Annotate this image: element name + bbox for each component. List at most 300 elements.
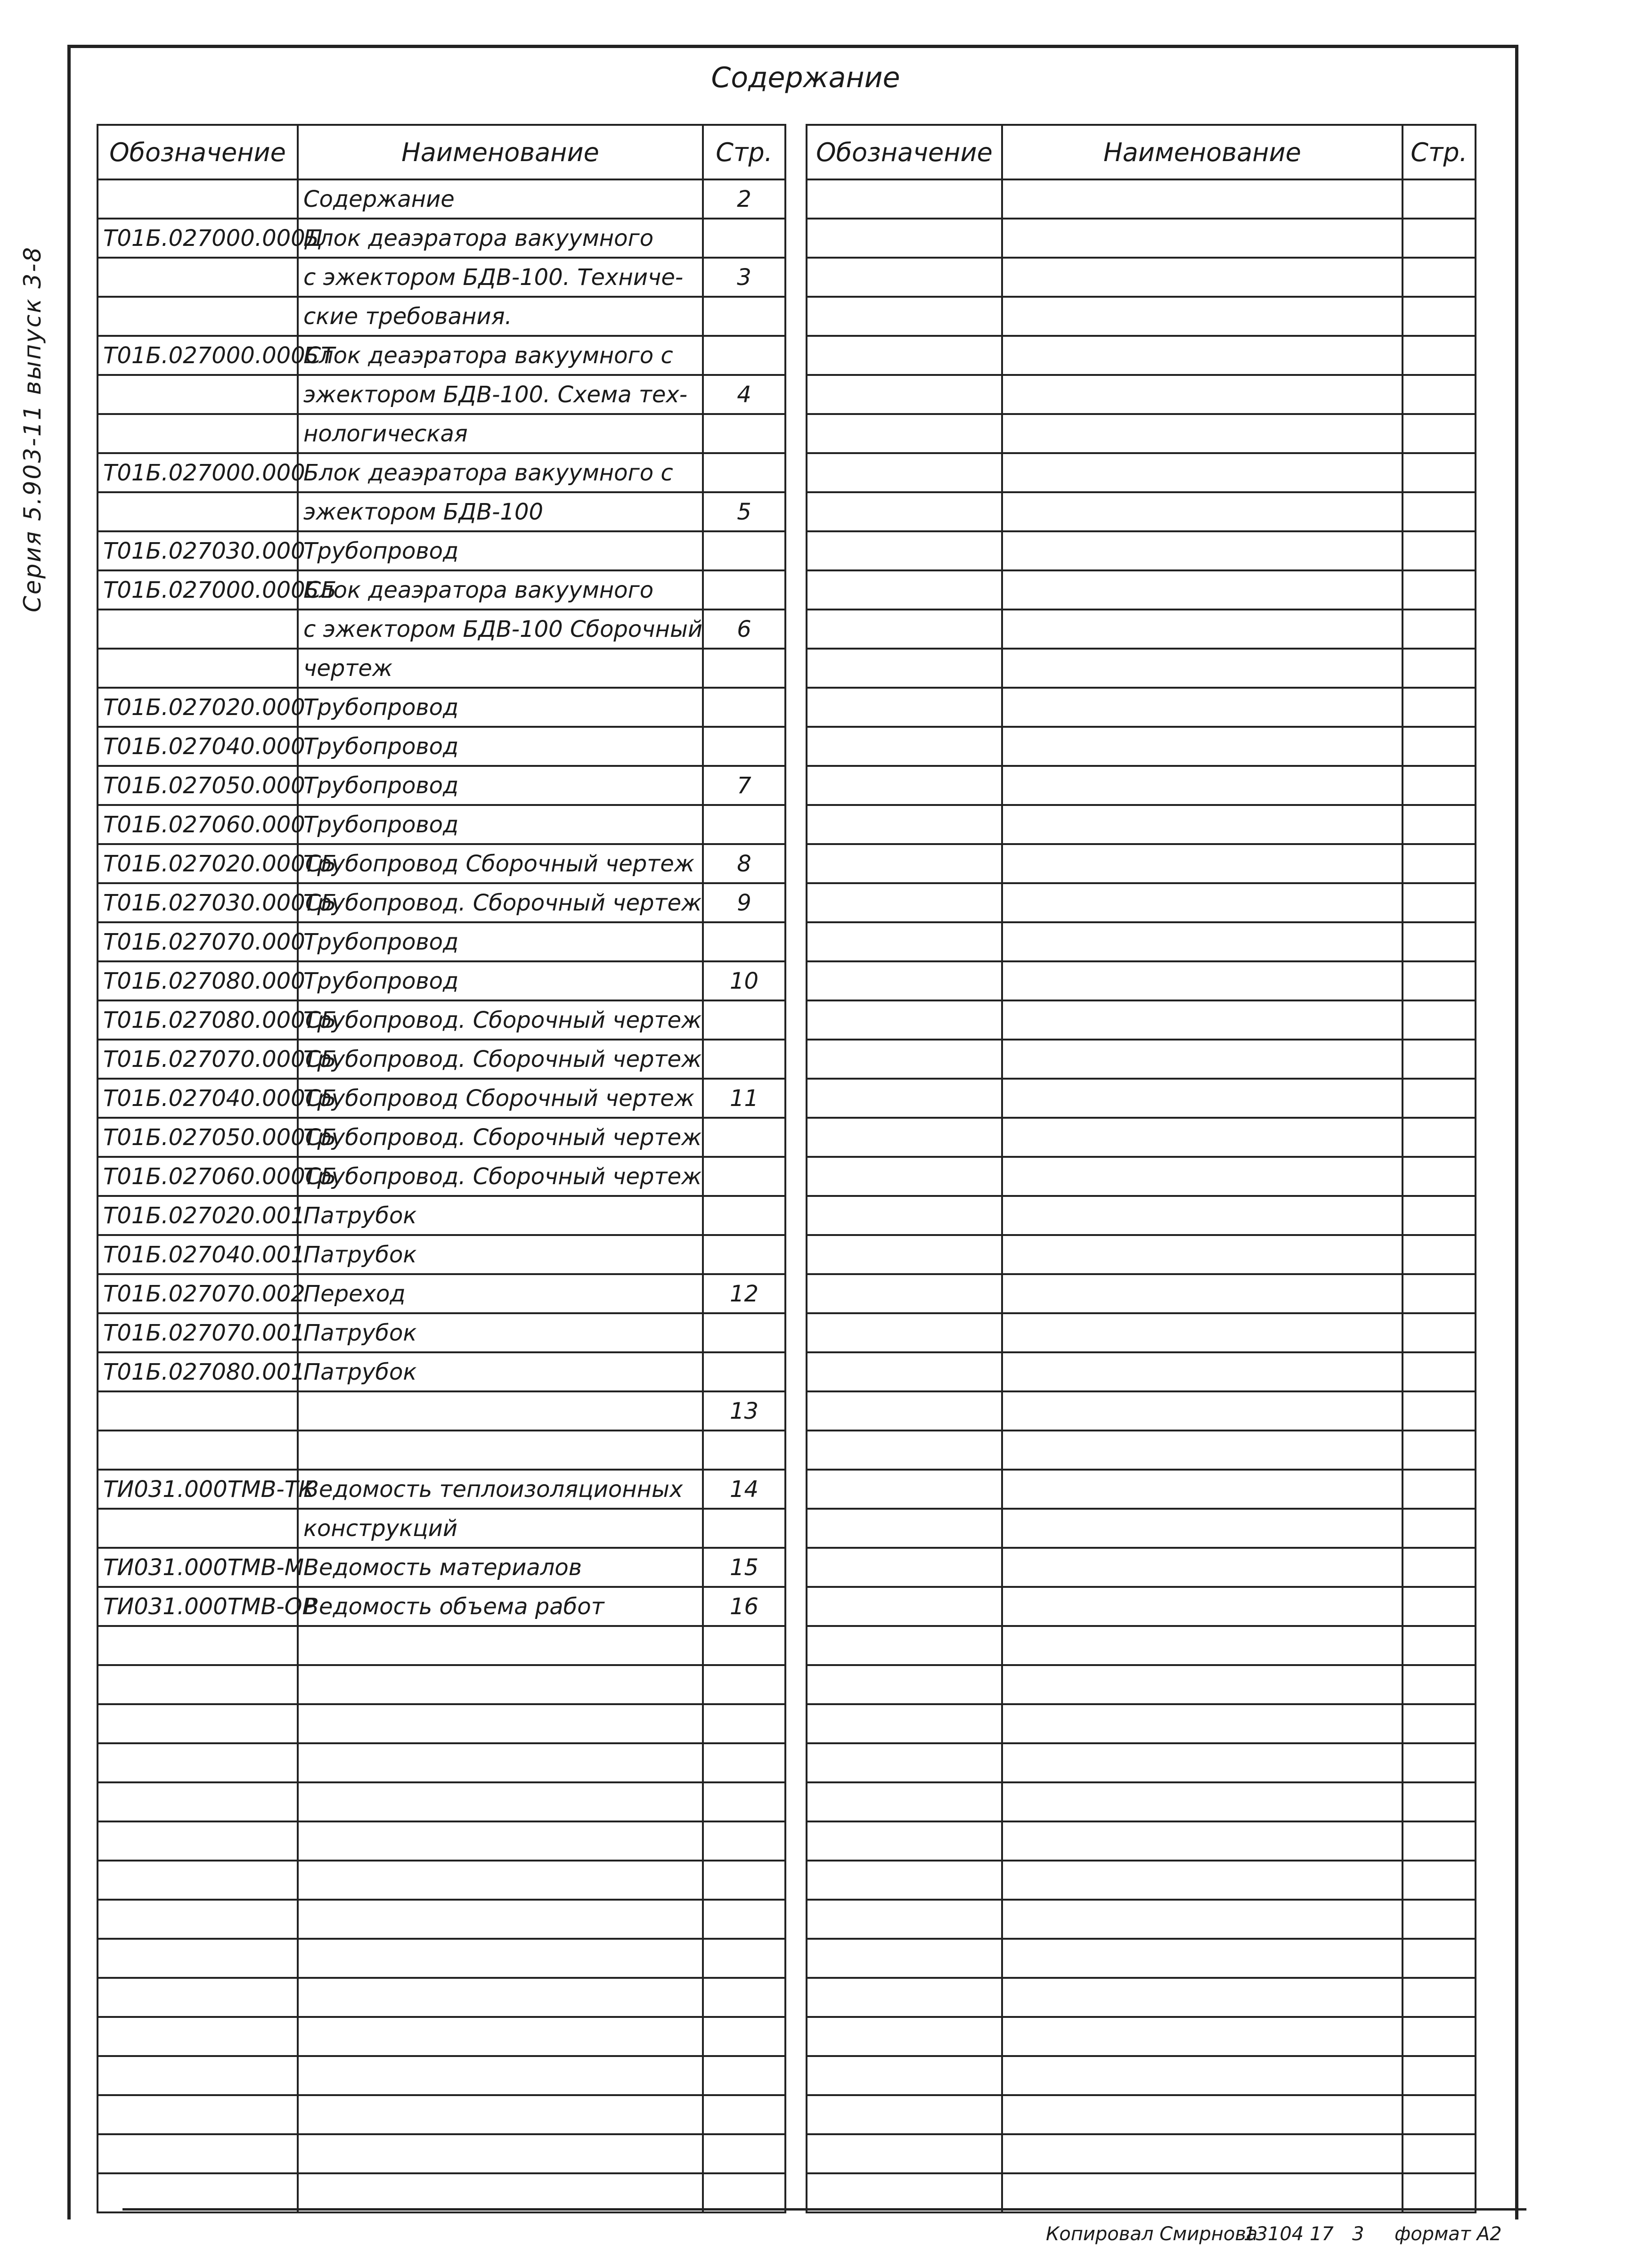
table-row — [807, 844, 1476, 883]
name-cell — [1002, 453, 1403, 492]
page-cell — [1403, 1548, 1476, 1587]
table-row — [807, 2056, 1476, 2095]
designation-cell — [807, 1157, 1002, 1196]
name-cell — [298, 1782, 703, 1821]
table-row — [807, 883, 1476, 922]
name-cell: Трубопровод. Сборочный чертеж — [298, 1040, 703, 1079]
table-row — [98, 1431, 785, 1470]
designation-cell — [807, 1939, 1002, 1978]
designation-cell: Т01Б.027080.001 — [98, 1352, 298, 1391]
page-cell — [1403, 1626, 1476, 1665]
designation-cell — [98, 258, 298, 297]
name-cell: Трубопровод — [298, 727, 703, 766]
name-cell — [1002, 414, 1403, 453]
page-cell — [703, 1939, 785, 1978]
page-cell — [1403, 1196, 1476, 1235]
table-row — [807, 179, 1476, 219]
name-cell — [1002, 2056, 1403, 2095]
designation-cell — [98, 610, 298, 649]
contents-table-left — [97, 124, 786, 2213]
designation-cell — [807, 1040, 1002, 1079]
page-cell — [703, 1743, 785, 1782]
page-cell — [703, 1040, 785, 1079]
page-cell — [1403, 1157, 1476, 1196]
name-cell — [298, 1704, 703, 1743]
table-row — [98, 1313, 785, 1352]
name-cell — [1002, 375, 1403, 414]
page-cell: 8 — [703, 844, 785, 883]
name-cell — [298, 1978, 703, 2017]
designation-cell: Т01Б.027070.001 — [98, 1313, 298, 1352]
table-row — [807, 1470, 1476, 1509]
designation-cell — [807, 1000, 1002, 1040]
table-row — [98, 1352, 785, 1391]
name-cell — [298, 2095, 703, 2134]
designation-cell — [807, 179, 1002, 219]
table-row — [807, 727, 1476, 766]
table-row — [98, 805, 785, 844]
table-row — [98, 1861, 785, 1900]
page-cell: 2 — [703, 179, 785, 219]
name-cell: Патрубок — [298, 1235, 703, 1274]
designation-cell — [98, 2173, 298, 2212]
name-cell: Трубопровод — [298, 922, 703, 961]
page-cell: 7 — [703, 766, 785, 805]
name-cell — [1002, 649, 1403, 688]
table-row — [807, 1509, 1476, 1548]
designation-cell: ТИ031.000ТМВ-ОР — [98, 1587, 298, 1626]
page-cell — [1403, 179, 1476, 219]
table-row — [98, 1548, 785, 1587]
name-cell — [1002, 805, 1403, 844]
designation-cell: Т01Б.027020.000СБ — [98, 844, 298, 883]
header-designation: Обозначение — [98, 125, 298, 179]
designation-cell — [807, 2134, 1002, 2173]
page-cell — [1403, 727, 1476, 766]
name-cell — [1002, 1821, 1403, 1861]
name-cell — [298, 1743, 703, 1782]
name-cell — [1002, 570, 1403, 610]
designation-cell — [807, 336, 1002, 375]
page-cell: 12 — [703, 1274, 785, 1313]
designation-cell — [98, 2017, 298, 2056]
page-cell: 15 — [703, 1548, 785, 1587]
name-cell — [1002, 688, 1403, 727]
series-label: Серия 5.903-11 выпуск 3-8 — [19, 245, 46, 612]
designation-cell: Т01Б.027030.000СБ — [98, 883, 298, 922]
page-cell — [703, 1118, 785, 1157]
name-cell — [1002, 922, 1403, 961]
table-row — [98, 219, 785, 258]
page-cell — [703, 219, 785, 258]
page-cell — [1403, 414, 1476, 453]
name-cell — [1002, 1978, 1403, 2017]
name-cell: Блок деаэратора вакуумного — [298, 219, 703, 258]
table-row — [807, 1939, 1476, 1978]
page-cell — [1403, 1665, 1476, 1704]
designation-cell — [98, 2134, 298, 2173]
name-cell — [1002, 1118, 1403, 1157]
page-cell — [1403, 297, 1476, 336]
table-row — [98, 1274, 785, 1313]
name-cell: чертеж — [298, 649, 703, 688]
table-row — [98, 844, 785, 883]
table-row — [807, 1548, 1476, 1587]
name-cell: Трубопровод — [298, 961, 703, 1000]
page-cell — [1403, 2173, 1476, 2212]
designation-cell — [98, 414, 298, 453]
name-cell: Ведомость теплоизоляционных — [298, 1470, 703, 1509]
designation-cell — [807, 1274, 1002, 1313]
designation-cell — [807, 805, 1002, 844]
table-row — [807, 2095, 1476, 2134]
table-row — [807, 805, 1476, 844]
name-cell — [1002, 766, 1403, 805]
page-cell: 6 — [703, 610, 785, 649]
page-cell — [1403, 922, 1476, 961]
name-cell — [1002, 1157, 1403, 1196]
table-row — [98, 531, 785, 570]
name-cell: с эжектором БДВ-100. Техниче- — [298, 258, 703, 297]
designation-cell — [98, 1782, 298, 1821]
page-cell — [1403, 766, 1476, 805]
name-cell — [298, 1431, 703, 1470]
table-row — [807, 1821, 1476, 1861]
designation-cell — [98, 375, 298, 414]
page-cell — [1403, 1274, 1476, 1313]
page-cell — [703, 1821, 785, 1861]
name-cell — [1002, 1626, 1403, 1665]
name-cell — [1002, 1509, 1403, 1548]
page-cell — [703, 1313, 785, 1352]
name-cell — [1002, 1079, 1403, 1118]
page-cell — [1403, 1079, 1476, 1118]
name-cell: эжектором БДВ-100. Схема тех- — [298, 375, 703, 414]
page-cell — [703, 688, 785, 727]
table-row — [807, 1743, 1476, 1782]
page-cell — [703, 1626, 785, 1665]
designation-cell — [98, 1391, 298, 1431]
header-row — [98, 125, 785, 179]
page-cell — [1403, 1978, 1476, 2017]
designation-cell — [807, 1861, 1002, 1900]
table-row — [98, 1235, 785, 1274]
name-cell: Содержание — [298, 179, 703, 219]
footer-order: 13104 17 — [1244, 2223, 1334, 2245]
page-cell: 14 — [703, 1470, 785, 1509]
table-row — [98, 961, 785, 1000]
name-cell — [1002, 2017, 1403, 2056]
designation-cell: ТИ031.000ТМВ-ТК — [98, 1470, 298, 1509]
page-cell — [703, 1900, 785, 1939]
table-row — [98, 922, 785, 961]
page-cell — [1403, 1782, 1476, 1821]
name-cell: Трубопровод — [298, 805, 703, 844]
table-row — [807, 1352, 1476, 1391]
name-cell: Трубопровод — [298, 688, 703, 727]
table-row — [98, 414, 785, 453]
table-row — [807, 1665, 1476, 1704]
designation-cell — [807, 1665, 1002, 1704]
table-row — [807, 1196, 1476, 1235]
table-row — [98, 258, 785, 297]
name-cell — [1002, 492, 1403, 531]
page-cell — [1403, 1704, 1476, 1743]
name-cell — [1002, 1900, 1403, 1939]
designation-cell — [98, 2056, 298, 2095]
designation-cell — [98, 1900, 298, 1939]
page-cell — [1403, 1861, 1476, 1900]
page-cell — [703, 1196, 785, 1235]
designation-cell: Т01Б.027000.000СБ — [98, 570, 298, 610]
table-row — [98, 1391, 785, 1431]
table-row — [98, 1587, 785, 1626]
page-cell — [1403, 453, 1476, 492]
page-cell — [703, 570, 785, 610]
name-cell — [298, 1391, 703, 1431]
name-cell — [1002, 1587, 1403, 1626]
page-cell — [1403, 1352, 1476, 1391]
designation-cell — [807, 1900, 1002, 1939]
table-row — [98, 649, 785, 688]
name-cell — [1002, 610, 1403, 649]
page-cell — [703, 414, 785, 453]
name-cell — [1002, 297, 1403, 336]
page-cell — [703, 1235, 785, 1274]
table-row — [807, 2017, 1476, 2056]
designation-cell — [807, 922, 1002, 961]
page-cell — [1403, 649, 1476, 688]
table-row — [807, 1391, 1476, 1431]
page-cell — [703, 1665, 785, 1704]
page-cell: 4 — [703, 375, 785, 414]
designation-cell: Т01Б.027060.000СБ — [98, 1157, 298, 1196]
name-cell — [1002, 1391, 1403, 1431]
page-cell — [1403, 1587, 1476, 1626]
page-cell — [1403, 1821, 1476, 1861]
name-cell — [298, 2173, 703, 2212]
page-cell — [703, 2017, 785, 2056]
header-designation: Обозначение — [807, 125, 1002, 179]
name-cell — [1002, 961, 1403, 1000]
name-cell — [1002, 531, 1403, 570]
name-cell — [1002, 1861, 1403, 1900]
designation-cell: Т01Б.027030.000 — [98, 531, 298, 570]
name-cell: Трубопровод — [298, 531, 703, 570]
page-cell: 11 — [703, 1079, 785, 1118]
designation-cell: ТИ031.000ТМВ-М — [98, 1548, 298, 1587]
table-row — [807, 1079, 1476, 1118]
page-cell — [1403, 2017, 1476, 2056]
name-cell — [1002, 844, 1403, 883]
designation-cell — [807, 1978, 1002, 2017]
name-cell — [298, 1939, 703, 1978]
page-cell — [703, 1157, 785, 1196]
page-cell — [703, 531, 785, 570]
name-cell — [1002, 1704, 1403, 1743]
table-row — [807, 1235, 1476, 1274]
designation-cell — [807, 258, 1002, 297]
table-row — [807, 414, 1476, 453]
page-cell — [703, 727, 785, 766]
designation-cell — [98, 1821, 298, 1861]
page-cell — [703, 2056, 785, 2095]
page-cell — [703, 1704, 785, 1743]
page-cell: 13 — [703, 1391, 785, 1431]
header-page: Стр. — [703, 125, 785, 179]
table-row — [807, 1978, 1476, 2017]
table-row — [807, 1313, 1476, 1352]
table-row — [807, 258, 1476, 297]
name-cell: Трубопровод. Сборочный чертеж — [298, 1000, 703, 1040]
designation-cell — [807, 1431, 1002, 1470]
name-cell — [298, 2134, 703, 2173]
name-cell: Патрубок — [298, 1352, 703, 1391]
table-row — [98, 1978, 785, 2017]
page-cell — [703, 2134, 785, 2173]
table-row — [98, 688, 785, 727]
page-cell — [1403, 570, 1476, 610]
table-row — [807, 1626, 1476, 1665]
designation-cell — [98, 1704, 298, 1743]
name-cell: Ведомость материалов — [298, 1548, 703, 1587]
table-row — [807, 1000, 1476, 1040]
page-cell — [1403, 688, 1476, 727]
page-cell — [1403, 1743, 1476, 1782]
page-cell — [703, 1861, 785, 1900]
page-cell: 3 — [703, 258, 785, 297]
page-cell — [1403, 531, 1476, 570]
designation-cell — [807, 375, 1002, 414]
page-title: Содержание — [711, 61, 900, 94]
page-cell — [1403, 2095, 1476, 2134]
designation-cell — [807, 492, 1002, 531]
name-cell: ские требования. — [298, 297, 703, 336]
page-cell — [1403, 961, 1476, 1000]
page-cell — [703, 1431, 785, 1470]
table-row — [807, 1157, 1476, 1196]
designation-cell — [807, 727, 1002, 766]
name-cell: Трубопровод. Сборочный чертеж — [298, 883, 703, 922]
designation-cell — [98, 1626, 298, 1665]
table-row — [98, 766, 785, 805]
table-row — [807, 453, 1476, 492]
designation-cell — [807, 1313, 1002, 1352]
designation-cell — [98, 2095, 298, 2134]
table-row — [807, 1040, 1476, 1079]
page-cell — [703, 649, 785, 688]
name-cell — [1002, 179, 1403, 219]
table-row — [98, 336, 785, 375]
table-row — [98, 1118, 785, 1157]
designation-cell — [98, 492, 298, 531]
designation-cell — [807, 570, 1002, 610]
header-name: Наименование — [1002, 125, 1403, 179]
page-cell: 5 — [703, 492, 785, 531]
page-cell: 9 — [703, 883, 785, 922]
page-cell — [1403, 1470, 1476, 1509]
designation-cell — [807, 2017, 1002, 2056]
name-cell — [1002, 1196, 1403, 1235]
designation-cell — [807, 1118, 1002, 1157]
page-cell — [1403, 1391, 1476, 1431]
table-row — [98, 1665, 785, 1704]
header-row — [807, 125, 1476, 179]
table-row — [807, 2134, 1476, 2173]
name-cell — [1002, 1743, 1403, 1782]
page-cell — [1403, 2056, 1476, 2095]
table-row — [98, 1743, 785, 1782]
name-cell: Блок деаэратора вакуумного — [298, 570, 703, 610]
name-cell — [1002, 727, 1403, 766]
page-cell — [1403, 2134, 1476, 2173]
designation-cell: Т01Б.027050.000 — [98, 766, 298, 805]
name-cell — [298, 1626, 703, 1665]
designation-cell — [98, 297, 298, 336]
name-cell — [1002, 2134, 1403, 2173]
name-cell — [298, 1900, 703, 1939]
table-row — [807, 961, 1476, 1000]
page-cell — [703, 805, 785, 844]
name-cell — [1002, 1000, 1403, 1040]
designation-cell — [807, 1704, 1002, 1743]
designation-cell — [98, 1431, 298, 1470]
page-cell — [703, 1352, 785, 1391]
page-cell — [703, 1509, 785, 1548]
table-row — [807, 375, 1476, 414]
name-cell — [1002, 1470, 1403, 1509]
table-row — [807, 766, 1476, 805]
table-row — [98, 1000, 785, 1040]
designation-cell — [98, 1978, 298, 2017]
designation-cell: Т01Б.027040.001 — [98, 1235, 298, 1274]
table-row — [98, 297, 785, 336]
designation-cell — [807, 531, 1002, 570]
designation-cell — [807, 1626, 1002, 1665]
table-row — [98, 2056, 785, 2095]
page-cell — [1403, 844, 1476, 883]
page-cell — [703, 2173, 785, 2212]
table-row — [98, 2134, 785, 2173]
name-cell: Патрубок — [298, 1196, 703, 1235]
table-row — [98, 179, 785, 219]
name-cell — [1002, 1235, 1403, 1274]
table-row — [98, 1157, 785, 1196]
designation-cell — [807, 688, 1002, 727]
designation-cell — [98, 649, 298, 688]
name-cell: Патрубок — [298, 1313, 703, 1352]
name-cell — [1002, 1431, 1403, 1470]
name-cell — [1002, 883, 1403, 922]
footer-format: формат А2 — [1395, 2223, 1502, 2245]
designation-cell — [807, 1548, 1002, 1587]
table-row — [98, 2017, 785, 2056]
page-cell — [1403, 1939, 1476, 1978]
table-row — [807, 610, 1476, 649]
page-cell — [1403, 258, 1476, 297]
name-cell: конструкций — [298, 1509, 703, 1548]
designation-cell — [807, 1196, 1002, 1235]
header-page: Стр. — [1403, 125, 1476, 179]
name-cell: эжектором БДВ-100 — [298, 492, 703, 531]
table-row — [98, 1040, 785, 1079]
name-cell — [1002, 2173, 1403, 2212]
designation-cell — [807, 219, 1002, 258]
designation-cell: Т01Б.027020.001 — [98, 1196, 298, 1235]
designation-cell: Т01Б.027060.000 — [98, 805, 298, 844]
table-row — [98, 610, 785, 649]
name-cell — [1002, 219, 1403, 258]
